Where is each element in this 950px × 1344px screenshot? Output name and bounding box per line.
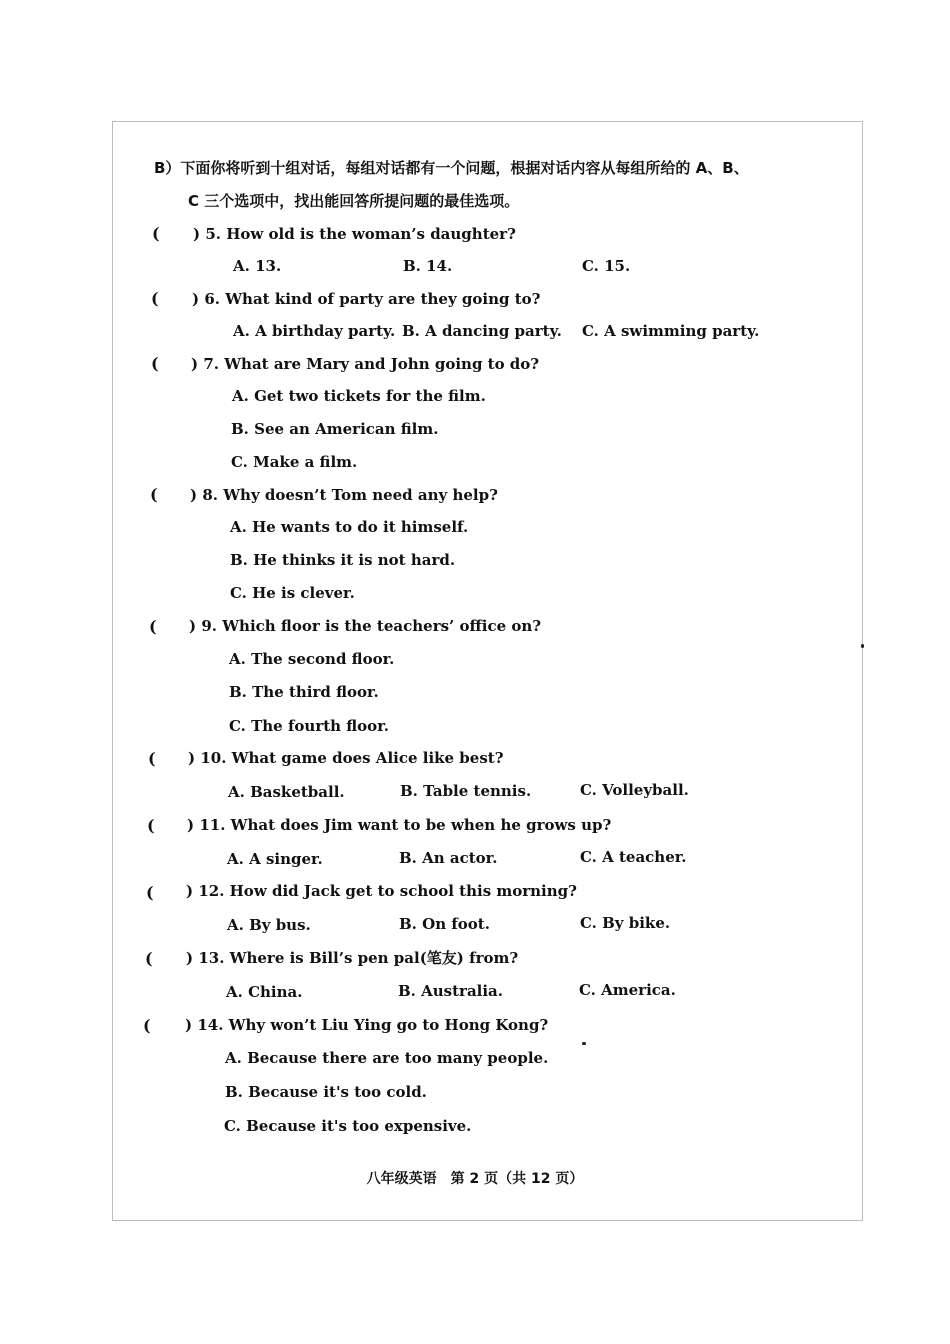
answer-bracket[interactable]: ( bbox=[146, 883, 154, 902]
option-c: C. The fourth floor. bbox=[229, 717, 389, 735]
option-c: C. He is clever. bbox=[230, 584, 355, 602]
option-b: B. On foot. bbox=[399, 915, 490, 933]
option-a: A. A birthday party. bbox=[233, 322, 396, 340]
option-c: C. 15. bbox=[582, 257, 631, 275]
question-8: ) 8. Why doesn’t Tom need any help? bbox=[190, 486, 498, 504]
option-b: B. See an American film. bbox=[231, 420, 439, 438]
option-a: A. He wants to do it himself. bbox=[230, 518, 469, 536]
option-c: C. Make a film. bbox=[231, 453, 358, 471]
instruction-line-1: B）下面你将听到十组对话，每组对话都有一个问题，根据对话内容从每组所给的 A、B、 bbox=[154, 159, 749, 177]
option-c: C. A swimming party. bbox=[582, 322, 760, 340]
question-7: ) 7. What are Mary and John going to do? bbox=[191, 355, 540, 373]
option-a: A. By bus. bbox=[227, 916, 311, 934]
page-footer: 八年级英语 第 2 页（共 12 页） bbox=[366, 1171, 584, 1187]
option-b: B. He thinks it is not hard. bbox=[230, 551, 456, 569]
answer-bracket[interactable]: ( bbox=[151, 289, 159, 308]
question-13: ) 13. Where is Bill’s pen pal(笔友) from? bbox=[186, 949, 519, 967]
option-a: A. A singer. bbox=[227, 850, 323, 868]
question-6: ) 6. What kind of party are they going to? bbox=[192, 290, 541, 308]
question-14: ) 14. Why won’t Liu Ying go to Hong Kong? bbox=[185, 1016, 549, 1034]
answer-bracket[interactable]: ( bbox=[150, 485, 158, 504]
option-c: C. Volleyball. bbox=[580, 781, 689, 799]
option-b: B. The third floor. bbox=[229, 683, 379, 701]
option-a: A. 13. bbox=[233, 257, 282, 275]
option-a: A. Because there are too many people. bbox=[225, 1049, 549, 1067]
answer-bracket[interactable]: ( bbox=[151, 354, 159, 373]
scan-speck bbox=[582, 1042, 586, 1045]
option-c: C. A teacher. bbox=[580, 848, 687, 866]
option-b: B. Table tennis. bbox=[400, 782, 532, 800]
option-a: A. Get two tickets for the film. bbox=[232, 387, 486, 405]
option-a: A. Basketball. bbox=[228, 783, 345, 801]
question-9: ) 9. Which floor is the teachers’ office on? bbox=[189, 617, 542, 635]
option-b: B. A dancing party. bbox=[402, 322, 562, 340]
scan-speck bbox=[861, 644, 864, 648]
option-b: B. 14. bbox=[403, 257, 453, 275]
option-c: C. By bike. bbox=[580, 914, 671, 932]
option-a: A. The second floor. bbox=[229, 650, 395, 668]
instruction-line-2: C 三个选项中，找出能回答所提问题的最佳选项。 bbox=[188, 192, 520, 210]
option-c: C. Because it's too expensive. bbox=[224, 1117, 472, 1135]
option-c: C. America. bbox=[579, 981, 676, 999]
option-b: B. An actor. bbox=[399, 849, 498, 867]
option-b: B. Australia. bbox=[398, 982, 503, 1000]
answer-bracket[interactable]: ( bbox=[143, 1016, 151, 1035]
answer-bracket[interactable]: ( bbox=[147, 816, 155, 835]
question-12: ) 12. How did Jack get to school this morning? bbox=[186, 882, 577, 900]
option-a: A. China. bbox=[226, 983, 303, 1001]
question-11: ) 11. What does Jim want to be when he grows up? bbox=[187, 816, 612, 834]
answer-bracket[interactable]: ( bbox=[152, 224, 160, 243]
answer-bracket[interactable]: ( bbox=[149, 617, 157, 636]
question-10: ) 10. What game does Alice like best? bbox=[188, 749, 504, 767]
question-5: ) 5. How old is the woman’s daughter? bbox=[193, 225, 516, 243]
option-b: B. Because it's too cold. bbox=[225, 1083, 427, 1101]
answer-bracket[interactable]: ( bbox=[145, 949, 153, 968]
answer-bracket[interactable]: ( bbox=[148, 749, 156, 768]
